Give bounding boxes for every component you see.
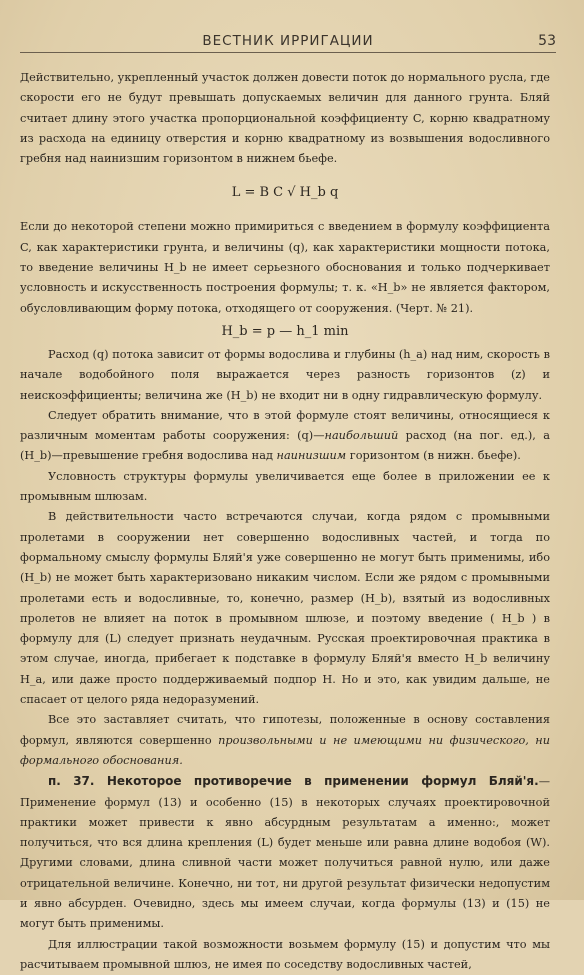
paragraph — [20, 710, 550, 771]
text-run: —Применение формул (13) и особенно (15) в некоторых случаях проектировочной практики может привести к явно абсурдным результатам а именно:, может получиться, что вся длина крепления (L) будет меньше или равна длине водобоя (W). Другими словами, длина сливной части может получиться равной нулю, или даже отрицательной величине. Конечно, ни тот, ни другой результат физически недопустим и явно абсурден. Очевидно, здесь мы имеем случаи, когда формулы (13) и (15) не могут быть применимы. — [20, 775, 550, 931]
text-run: расход (на пог. ед.), а (H_b)—превышение гребня водослива над — [20, 429, 551, 463]
formula-hb: H_b = p — h_1 min — [221, 323, 349, 339]
emphasis: наибольший — [324, 429, 399, 443]
page-number: 53 — [538, 33, 556, 49]
paragraph: Действительно, укрепленный участок должен довести поток до нормального русла, где скорости его не будут превышать допускаемых величин для данного грунта. Бляй считает длину этого участка пропорциональной коэффициенту C, корню квадратному из расхода на единицу отверстия и корню квадратному из возвышения водосливного гребня над наинизшим горизонтом в нижнем бьефе. — [20, 71, 550, 166]
text-run: Все это заставляет считать, что гипотезы, положенные в основу составления формул, являются совершенно — [20, 713, 550, 747]
text-run: Следует обратить внимание, что в этой формуле стоят величины, относящиеся к различным моментам работы сооружения: (q)— — [20, 408, 550, 443]
paragraph — [20, 771, 550, 934]
running-header — [20, 32, 556, 53]
formula-length: L = B C √ H_b q — [231, 185, 339, 201]
section-title: п. 37. Некоторое противоречие в применении формул Бляй'я. — [48, 774, 539, 789]
paragraph: Расход (q) потока зависит от формы водослива и глубины (h_a) над ним, скорость в начале водобойного поля выражается через разность горизонтов (z) и неискоэффициенты; величина же (H_b) не входит ни в одну гидравлическую формулу. — [20, 347, 550, 402]
emphasis: наинизшим — [276, 449, 347, 463]
paragraph: Если до некоторой степени можно примириться с введением в формулу коэффициента C, как характеристики грунта, и величины (q), как характеристики мощности потока, то введение величины H_b не имеет серьезного обоснования и только подчеркивает условность и искусственность построения формулы; т. к. «H_b» не является фактором, обусловливающим форму потока, отходящего от сооружения. (Черт. № 21). — [20, 220, 550, 315]
paragraph — [20, 406, 550, 467]
paragraph: Для иллюстрации такой возможности возьмем формулу (15) и допустим что мы расчитываем промывной шлюз, не имея по соседству водосливных частей, — [20, 937, 550, 971]
article-body — [20, 68, 550, 975]
emphasis: произвольными и не имеющими ни физического, ни формального обоснования. — [20, 733, 551, 767]
journal-title: ВЕСТНИК ИРРИГАЦИИ — [202, 33, 374, 49]
text-run: горизонтом (в нижн. бьефе). — [346, 449, 521, 463]
paragraph: В действительности часто встречаются случаи, когда рядом с промывными пролетами в сооружении нет совершенно водосливных частей, и тогда по формальному смыслу формулы Бляй'я уже совершенно не могут быть применимы, ибо (H_b) не может быть характеризовано никаким числом. Если же рядом с промывными пролетами есть и водосливные, то, конечно, размер (H_b), взятый из водосливных пролетов не влияет на поток в промывном шлюзе, и поэтому введение ( H_b ) в формулу для (L) следует признать неудачным. Русская проектировочная практика в этом случае, иногда, прибегает к подставке в формулу Бляй'я вместо H_b величину H_a, или даже просто поддерживаемый подпор H. Но и это, как увидим дальше, не спасает от целого ряда недоразумений. — [20, 510, 550, 707]
paragraph: Условность структуры формулы увеличивается еще более в приложении ее к промывным шлюзам. — [20, 469, 550, 504]
